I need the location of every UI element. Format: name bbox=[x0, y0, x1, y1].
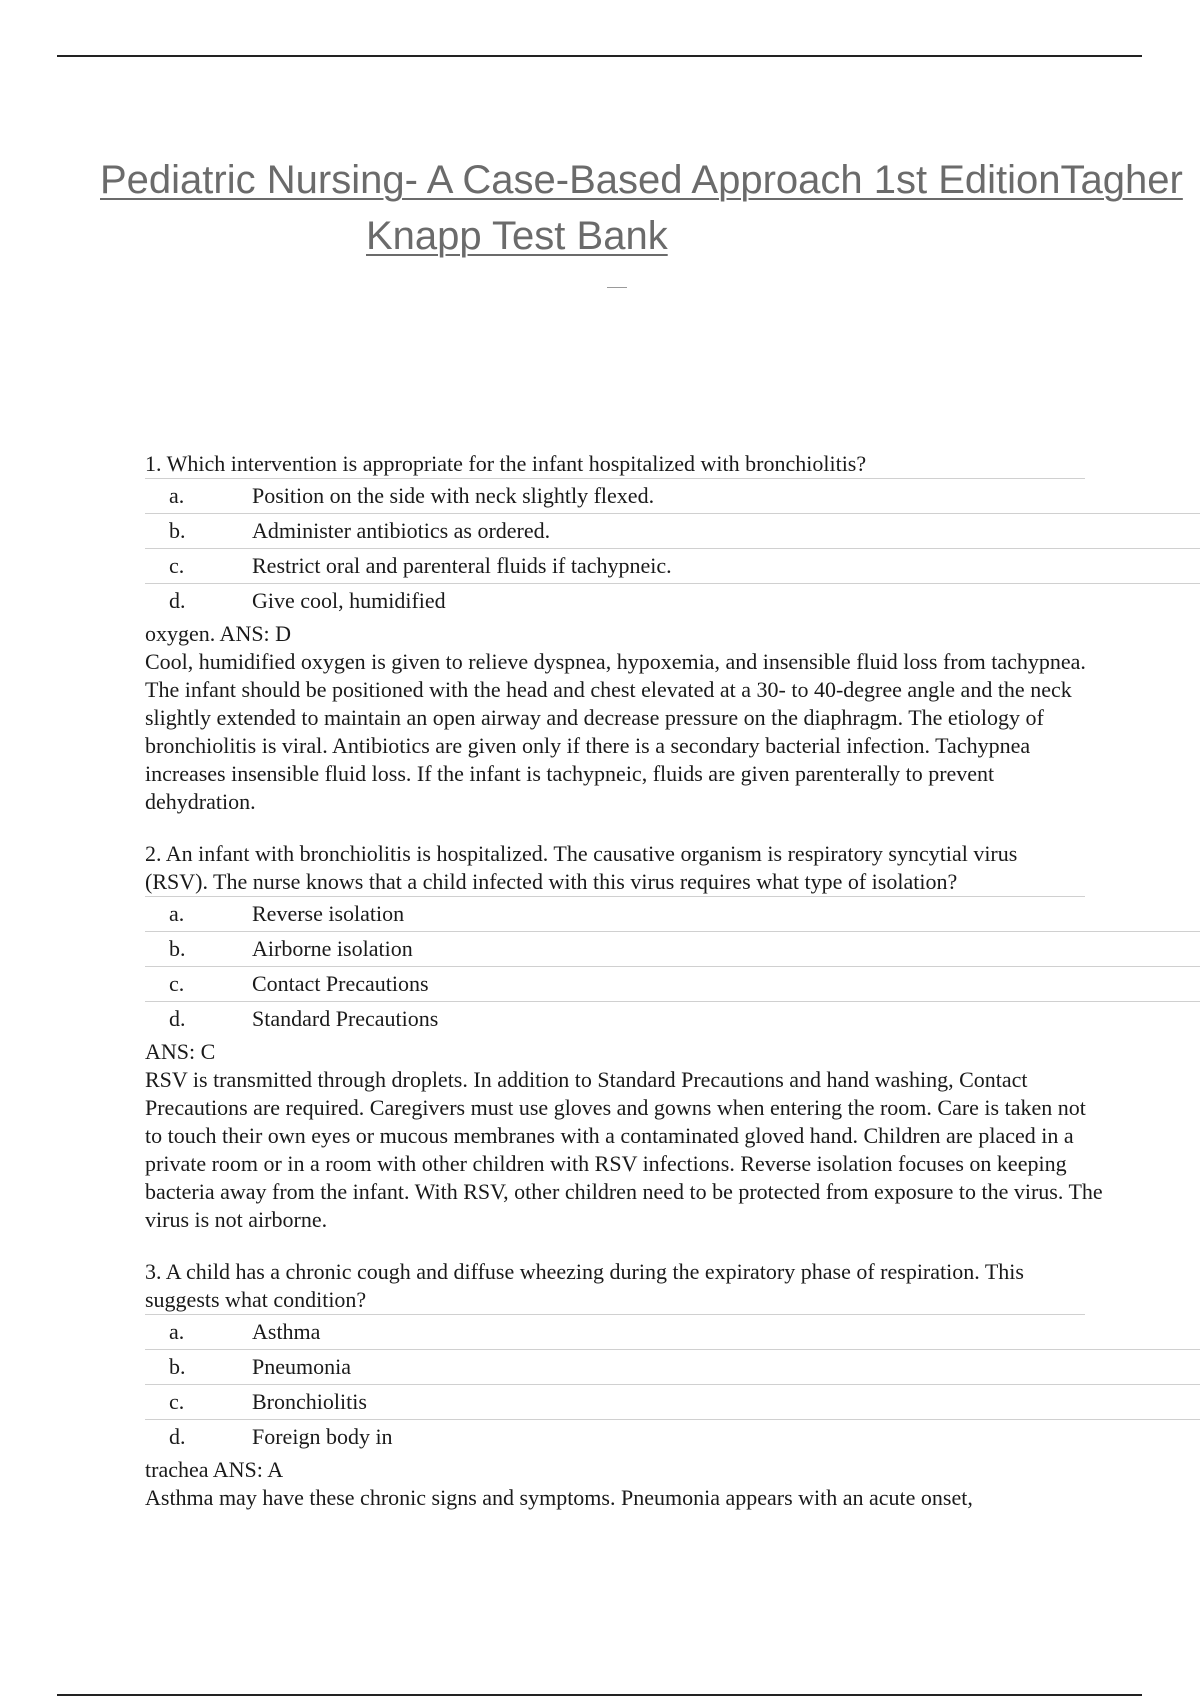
choice-text: Reverse isolation bbox=[252, 901, 405, 926]
choice-a bbox=[145, 479, 1200, 514]
choice-c bbox=[145, 549, 1200, 584]
bottom-rule bbox=[57, 1694, 1142, 1696]
choice-letter: a. bbox=[169, 483, 185, 508]
question-2 bbox=[145, 840, 1200, 1234]
title-line-2: Knapp Test Bank bbox=[366, 214, 668, 258]
choice-d bbox=[145, 1002, 1200, 1036]
question-stem: 2. An infant with bronchiolitis is hospitalized. The causative organism is respiratory syncytial virus (RSV). The nurse knows that a child infected with this virus requires what type of isolation? bbox=[145, 840, 1085, 897]
choice-letter: d. bbox=[169, 1006, 186, 1031]
choice-letter: d. bbox=[169, 588, 186, 613]
question-list bbox=[145, 450, 1200, 1536]
choice-text: Asthma bbox=[252, 1319, 321, 1344]
choice-text: Foreign body in bbox=[252, 1424, 393, 1449]
choice-b bbox=[145, 1350, 1200, 1385]
answer-line: trachea ANS: A bbox=[145, 1457, 284, 1482]
rationale: Asthma may have these chronic signs and symptoms. Pneumonia appears with an acute onset, bbox=[145, 1485, 973, 1510]
choice-a bbox=[145, 1315, 1200, 1350]
choice-letter: a. bbox=[169, 1319, 185, 1344]
choice-a bbox=[145, 897, 1200, 932]
choice-letter: c. bbox=[169, 1389, 185, 1414]
top-rule bbox=[57, 55, 1142, 57]
choice-letter: b. bbox=[169, 518, 186, 543]
choice-b bbox=[145, 514, 1200, 549]
choice-letter: c. bbox=[169, 553, 185, 578]
choice-text: Pneumonia bbox=[252, 1354, 351, 1379]
choice-letter: b. bbox=[169, 936, 186, 961]
title-line-1: Pediatric Nursing- A Case-Based Approach 1st EditionTagher bbox=[100, 158, 1183, 202]
choice-list bbox=[145, 479, 1200, 618]
choice-text: Restrict oral and parenteral fluids if tachypneic. bbox=[252, 553, 672, 578]
choice-text: Position on the side with neck slightly flexed. bbox=[252, 483, 655, 508]
document-title bbox=[100, 152, 1200, 264]
choice-letter: d. bbox=[169, 1424, 186, 1449]
choice-text: Contact Precautions bbox=[252, 971, 429, 996]
question-3 bbox=[145, 1258, 1200, 1512]
question-stem: 3. A child has a chronic cough and diffuse wheezing during the expiratory phase of respiration. This suggests what condition? bbox=[145, 1258, 1085, 1315]
rationale: RSV is transmitted through droplets. In addition to Standard Precautions and hand washing, Contact Precautions are required. Caregivers must use gloves and gowns when entering the room. Care is taken not to touch their own eyes or mucous membranes with a contaminated gloved hand. Children are placed in a private room or in a room with other children with RSV infections. Reverse isolation focuses on keeping bacteria away from the infant. With RSV, other children need to be protected from exposure to the virus. The virus is not airborne. bbox=[145, 1067, 1103, 1232]
answer-line: oxygen. ANS: D bbox=[145, 621, 292, 646]
choice-text: Bronchiolitis bbox=[252, 1389, 367, 1414]
choice-text: Standard Precautions bbox=[252, 1006, 439, 1031]
choice-text: Airborne isolation bbox=[252, 936, 413, 961]
choice-c bbox=[145, 967, 1200, 1002]
choice-c bbox=[145, 1385, 1200, 1420]
answer-line: ANS: C bbox=[145, 1039, 216, 1064]
choice-list bbox=[145, 1315, 1200, 1454]
question-stem: 1. Which intervention is appropriate for the infant hospitalized with bronchiolitis? bbox=[145, 450, 1085, 479]
choice-letter: c. bbox=[169, 971, 185, 996]
choice-b bbox=[145, 932, 1200, 967]
choice-d bbox=[145, 584, 1200, 618]
choice-letter: b. bbox=[169, 1354, 186, 1379]
choice-text: Give cool, humidified bbox=[252, 588, 446, 613]
choice-d bbox=[145, 1420, 1200, 1454]
choice-text: Administer antibiotics as ordered. bbox=[252, 518, 551, 543]
title-divider bbox=[607, 287, 627, 288]
choice-letter: a. bbox=[169, 901, 185, 926]
rationale: Cool, humidified oxygen is given to relieve dyspnea, hypoxemia, and insensible fluid loss from tachypnea. The infant should be positioned with the head and chest elevated at a 30- to 40-degree angle and the neck slightly extended to maintain an open airway and decrease pressure on the diaphragm. The etiology of bronchiolitis is viral. Antibiotics are given only if there is a secondary bacterial infection. Tachypnea increases insensible fluid loss. If the infant is tachypneic, fluids are given parenterally to prevent dehydration. bbox=[145, 649, 1086, 814]
question-1 bbox=[145, 450, 1200, 816]
choice-list bbox=[145, 897, 1200, 1036]
